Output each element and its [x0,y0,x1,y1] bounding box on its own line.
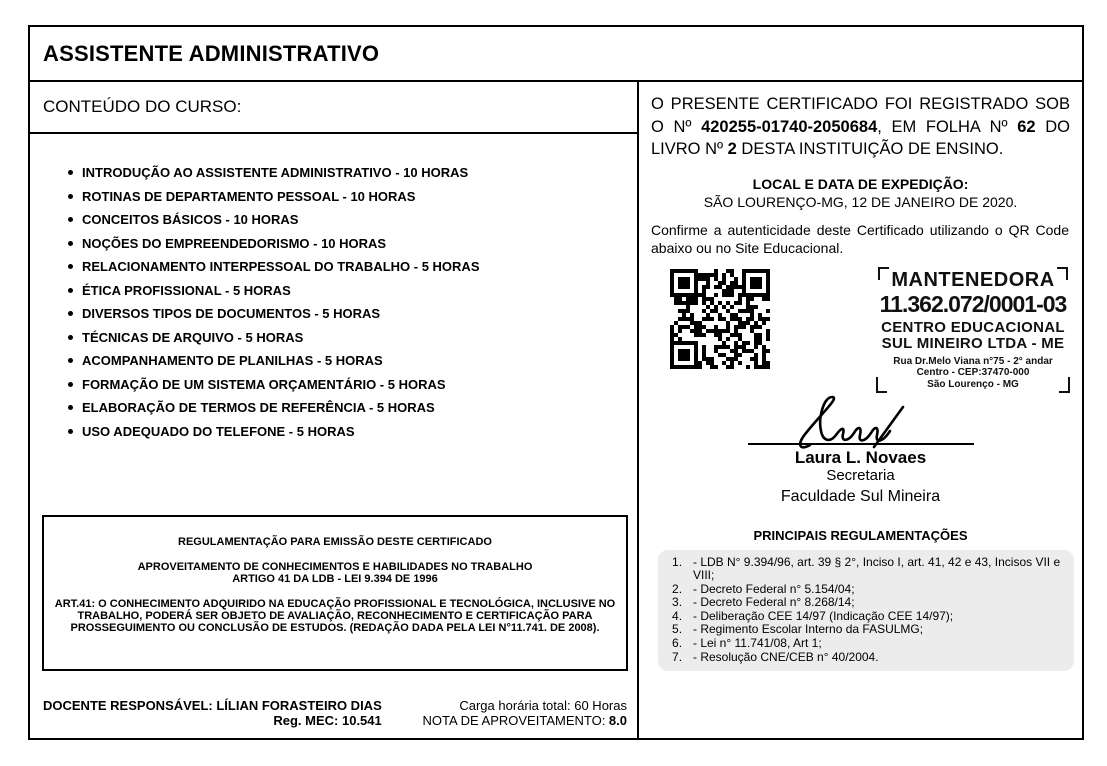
expedition-label: LOCAL E DATA DE EXPEDIÇÃO: [752,175,969,192]
registration-folha: 62 [1017,117,1036,136]
regulation-item: - Regimento Escolar Interno da FASULMG; [693,622,924,637]
certificate-body [30,82,1082,738]
signature-block [639,395,1082,507]
regulation-box-title: REGULAMENTAÇÃO PARA EMISSÃO DESTE CERTIFICADO [178,536,492,548]
course-title: ASSISTENTE ADMINISTRATIVO [43,40,380,66]
regulation-box-subtitle: APROVEITAMENTO DE CONHECIMENTOS E HABILIDADES NO TRABALHO [137,561,533,573]
regulation-item: - Decreto Federal n° 8.268/14; [693,595,855,610]
regulation-item: - Deliberação CEE 14/97 (Indicação CEE 14/97); [693,608,954,623]
grade-label: NOTA DE APROVEITAMENTO: [422,713,609,728]
course-content-list [30,166,637,438]
signature-line [748,443,974,445]
registration-statement [651,93,1070,161]
left-column [30,82,639,738]
stamp-address-line2: Centro - CEP:37470-000 [916,367,1030,378]
regulation-item: - Lei n° 11.741/08, Art 1; [693,636,822,651]
signer-name: Laura L. Novaes [794,447,927,467]
stamp-mantenedora-label [880,267,1066,291]
stamp-corner-icon [1057,267,1068,280]
teacher-name: DOCENTE RESPONSÁVEL: LÍLIAN FORASTEIRO DIAS [43,698,382,713]
registration-text: DO LIVRO Nº [651,117,1070,158]
course-item: ELABORAÇÃO DE TERMOS DE REFERÊNCIA - 5 HORAS [68,401,637,414]
regulation-item: - Decreto Federal n° 5.154/04; [693,581,855,596]
certificate-sheet [28,25,1084,740]
expedition-value: SÃO LOURENÇO-MG, 12 DE JANEIRO DE 2020. [703,193,1018,210]
stamp-organization [878,320,1068,352]
qr-code [670,269,770,369]
stamp-address [878,356,1068,394]
registration-number: 420255-01740-2050684 [701,117,878,136]
regulation-item: - LDB N° 9.394/96, art. 39 § 2°, Inciso I, art. 41, 42 e 43, Incisos VII e VIII; [693,554,1061,583]
course-item: INTRODUÇÃO AO ASSISTENTE ADMINISTRATIVO - 10 HORAS [68,166,637,179]
regulation-box-body: ART.41: O CONHECIMENTO ADQUIRIDO NA EDUCAÇÃO PROFISSIONAL E TECNOLÓGICA, INCLUSIVE NO TRABALHO, PODERÁ SER OBJETO DE AVALIAÇÃO, RECONHECIMENTO E CERTIFICAÇÃO PARA PROSSEGUIMENTO OU CONCLUSÃO DE ESTUDOS. (REDAÇÃO DADA PELA LEI N°11.741. DE 2008). [54,598,616,634]
qr-instruction-text: Confirme a autenticidade deste Certificado utilizando o QR Code abaixo ou no Site Educacional. [651,221,1069,256]
teacher-mec-registration: Reg. MEC: 10.541 [273,713,382,728]
institution-stamp [878,267,1068,394]
teacher-footer [43,698,382,728]
signer-institution: Faculdade Sul Mineira [780,487,941,505]
stamp-corner-icon [1059,377,1070,393]
regulation-box-subtitle2: ARTIGO 41 DA LDB - LEI 9.394 DE 1996 [232,573,438,585]
stamp-corner-icon [878,267,889,280]
signer-role: Secretaria [826,466,895,484]
course-item: ROTINAS DE DEPARTAMENTO PESSOAL - 10 HORAS [68,190,637,203]
regulation-item: - Resolução CNE/CEB n° 40/2004. [693,649,879,664]
expedition-block [639,175,1082,211]
stamp-org-line1: CENTRO EDUCACIONAL [881,318,1065,336]
course-item: ÉTICA PROFISSIONAL - 5 HORAS [68,284,637,297]
registration-text: O PRESENTE CERTIFICADO FOI REGISTRADO SOB O Nº [651,95,1070,136]
workload-total: Carga horária total: 60 Horas [459,698,627,713]
regulations-list [672,556,1062,665]
course-item: DIVERSOS TIPOS DE DOCUMENTOS - 5 HORAS [68,307,637,320]
stamp-cnpj: 11.362.072/0001-03 [879,290,1067,317]
course-content-heading: CONTEÚDO DO CURSO: [30,82,637,134]
stamp-corner-icon [876,377,887,393]
course-item: CONCEITOS BÁSICOS - 10 HORAS [68,213,637,226]
grade-line [423,713,627,728]
course-item: TÉCNICAS DE ARQUIVO - 5 HORAS [68,331,637,344]
qr-and-stamp-row [639,267,1082,389]
regulation-box [42,515,628,671]
grade-value: 8.0 [608,713,627,728]
course-item: ACOMPANHAMENTO DE PLANILHAS - 5 HORAS [68,354,637,367]
regulations-heading: PRINCIPAIS REGULAMENTAÇÕES [753,527,968,543]
registration-livro: 2 [727,140,737,158]
stamp-address-line1: Rua Dr.Melo Viana n°75 - 2° andar [893,355,1053,367]
course-item: NOÇÕES DO EMPREENDEDORISMO - 10 HORAS [68,237,637,250]
stamp-title-text: MANTENEDORA [891,268,1055,291]
title-bar [30,27,1082,82]
regulations-box [658,550,1074,672]
registration-text: DESTA INSTITUIÇÃO DE ENSINO. [736,140,1004,158]
stamp-address-line3: São Lourenço - MG [927,378,1019,390]
registration-text: , EM FOLHA Nº [877,117,1018,136]
course-item: RELACIONAMENTO INTERPESSOAL DO TRABALHO - 5 HORAS [68,260,637,273]
course-item: FORMAÇÃO DE UM SISTEMA ORÇAMENTÁRIO - 5 HORAS [68,378,637,391]
right-column [639,82,1082,738]
workload-footer [423,698,627,728]
course-item: USO ADEQUADO DO TELEFONE - 5 HORAS [68,425,637,438]
stamp-org-line2: SUL MINEIRO LTDA - ME [881,334,1065,352]
